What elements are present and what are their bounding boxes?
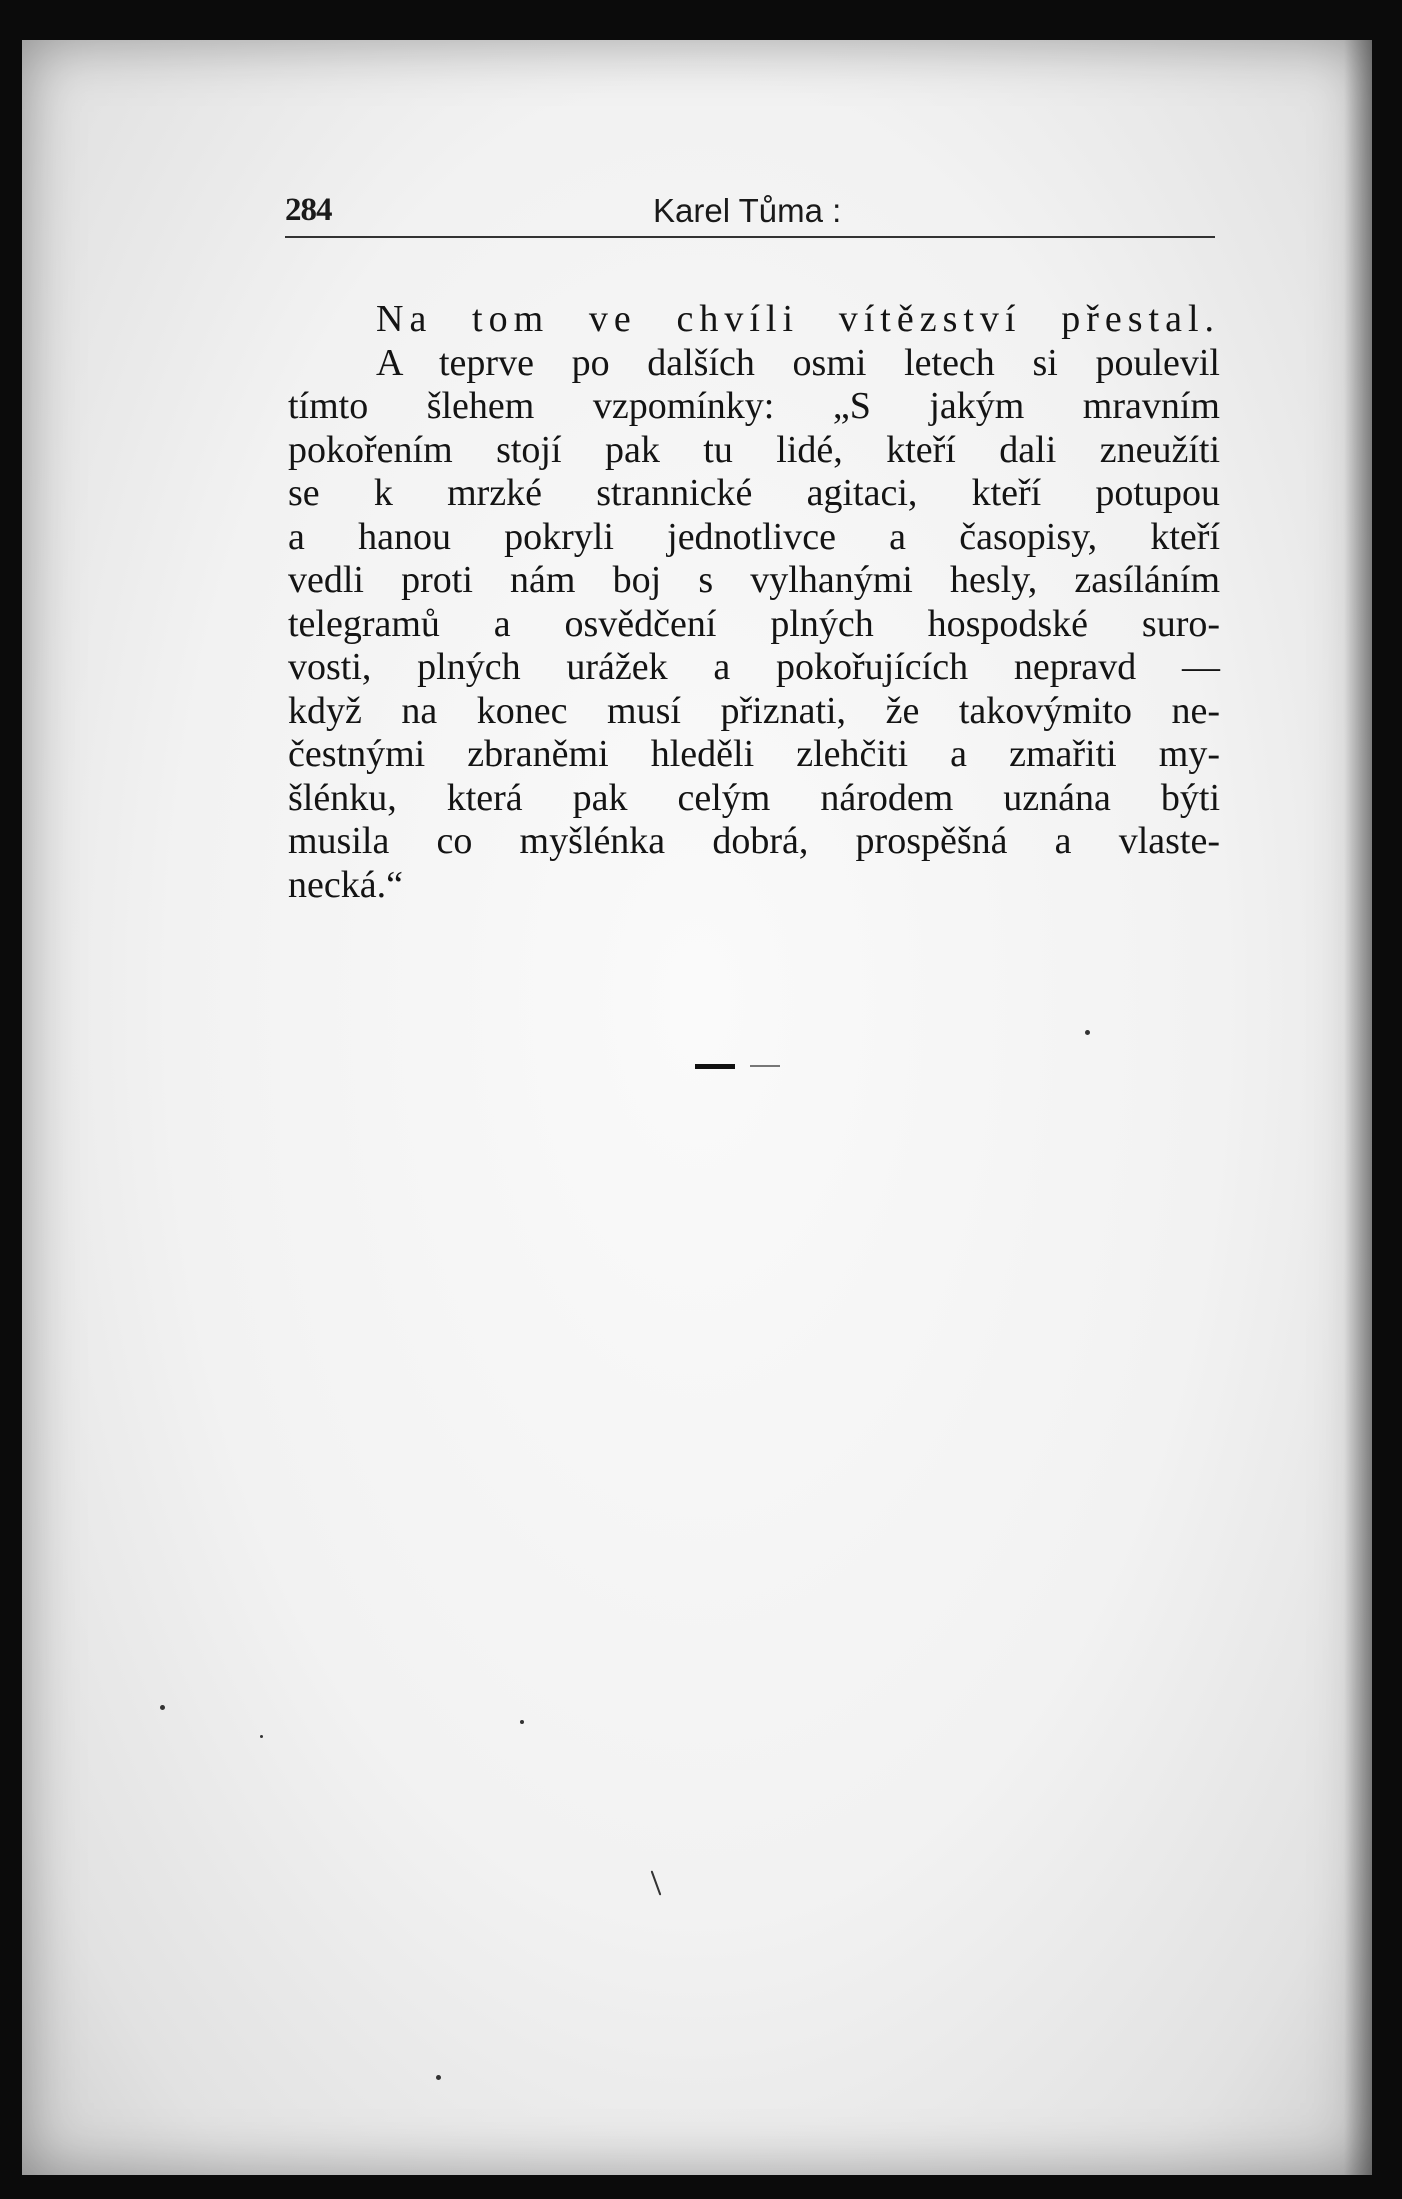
text-line: když na konec musí přiznati, že takovýmito ne- [288,689,1220,732]
text-line: šlénku, která pak celým národem uznána býti [288,776,1220,819]
paper-speck [160,1705,165,1710]
text-line: telegramů a osvědčení plných hospodské suro- [288,602,1220,645]
page-number: 284 [285,192,332,228]
text-line: tímto šlehem vzpomínky: „S jakým mravním [288,385,1220,427]
page-edge-shadow [1344,40,1372,2175]
running-head: Karel Tůma : [653,192,842,229]
end-ornament [695,1064,825,1070]
page-header [265,192,1215,242]
text-line: vosti, plných urážek a pokořujících nepravd — [288,646,1220,688]
text-line: necká.“ [288,863,403,906]
paper-speck [436,2075,441,2080]
paper-speck [1085,1030,1090,1035]
body-text [288,298,1220,907]
text-line: A teprve po dalších osmi letech si poulevil [376,341,1220,384]
ornament-dash [750,1065,780,1067]
ornament-dash [695,1064,735,1069]
text-line: musila co myšlénka dobrá, prospěšná a vlaste- [288,820,1220,862]
text-line: pokořením stojí pak tu lidé, kteří dali zneužíti [288,428,1220,471]
text-line: a hanou pokryli jednotlivce a časopisy, kteří [288,515,1220,558]
paper-speck [260,1735,263,1738]
header-rule [285,236,1215,238]
text-line: vedli proti nám boj s vylhanými hesly, zasíláním [288,559,1220,601]
text-line: Na tom ve chvíli vítězství přestal. [376,298,1220,340]
paper-speck [520,1720,524,1724]
text-line: se k mrzké strannické agitaci, kteří potupou [288,472,1220,514]
text-line: čestnými zbraněmi hleděli zlehčiti a zmařiti my- [288,733,1220,775]
